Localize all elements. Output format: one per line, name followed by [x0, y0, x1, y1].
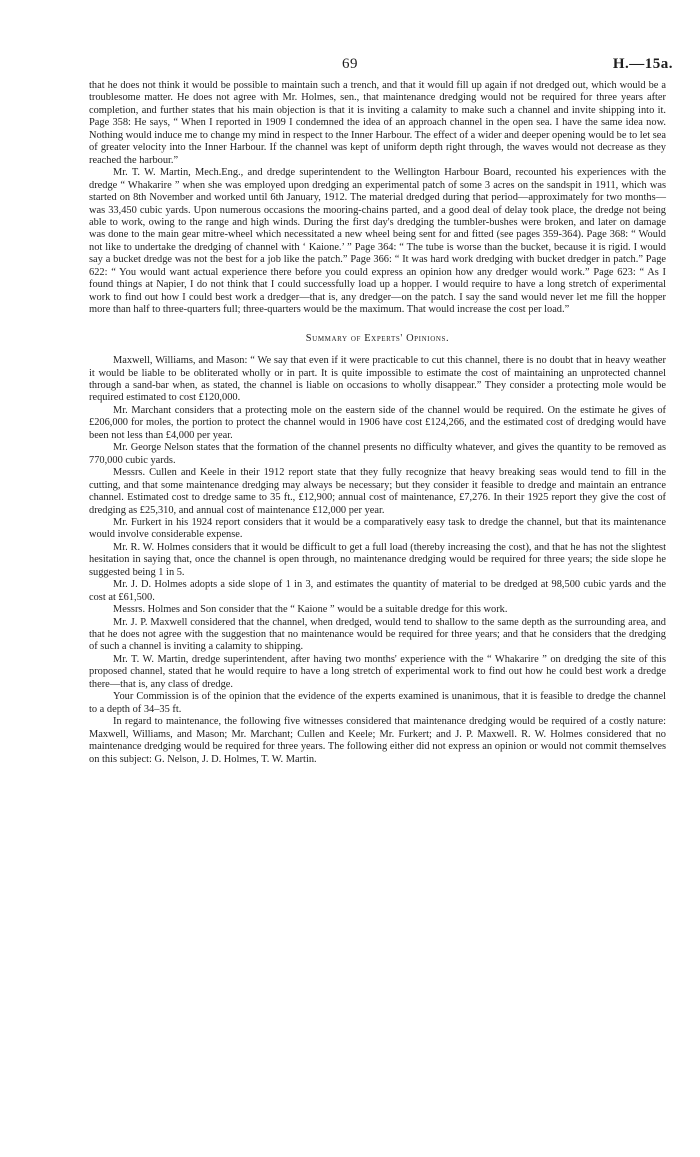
- paragraph: Mr. R. W. Holmes considers that it would be difficult to get a full load (thereby increasing the cost), and that he has not the slightest hesitation in saying that, once the channel is open through, no maintenance dredging would be required for three years; the side slope he suggested being 1 in 5.: [89, 541, 666, 578]
- paragraph: that he does not think it would be possible to maintain such a trench, and that it would fill up again if not dredged out, which would be a troublesome matter. He does not agree with Mr. Holmes, sen., that maintenance dredging would not be required for three years after completion, and further states that his main objection is that it is inviting a calamity to make such a channel and invite shipping into it. Page 358: He says, “ When I reported in 1909 I condemned the idea of an approach channel in the open sea. I have the same idea now. Nothing would induce me to change my mind in respect to the Inner Harbour. The effect of a wider and deeper opening would be to let sea of greater velocity into the Inner Harbour. If the channel was kept of uniform depth right through, the waves would not decrease as they reached the harbour.”: [89, 80, 666, 166]
- page-number: 69: [342, 56, 358, 72]
- body-text: [89, 80, 666, 766]
- document-reference-code: H.—15a.: [612, 56, 673, 72]
- paragraph: Mr. J. D. Holmes adopts a side slope of 1 in 3, and estimates the quantity of material to be dredged at 98,500 cubic yards and the cost at £61,500.: [89, 579, 666, 603]
- paragraph: Mr. Marchant considers that a protecting mole on the eastern side of the channel would be required. On the estimate he gives of £206,000 for moles, the portion to protect the channel would in 1906 have cost £124,266, and the estimated cost of dredging would have been not less than £4,000 per year.: [89, 404, 666, 441]
- paragraph: Mr. J. P. Maxwell considered that the channel, when dredged, would tend to shallow to the same depth as the surrounding area, and that he does not agree with the suggestion that no maintenance would be required for three years; and that he considers that the dredging of such a channel is inviting a calamity to shipping.: [89, 616, 666, 653]
- paragraph: Your Commission is of the opinion that the evidence of the experts examined is unanimous, that it is feasible to dredge the channel to a depth of 34–35 ft.: [89, 691, 666, 715]
- paragraph: In regard to maintenance, the following five witnesses considered that maintenance dredging would be required of a costly nature: Maxwell, Williams, and Mason; Mr. Marchant; Cullen and Keele; Mr. Furkert; and J. P. Maxwell. R. W. Holmes considered that no maintenance dredging would be required for three years. The following either did not express an opinion or would not commit themselves on this subject: G. Nelson, J. D. Holmes, T. W. Martin.: [89, 716, 666, 765]
- paragraph: Mr. T. W. Martin, Mech.Eng., and dredge superintendent to the Wellington Harbour Board, recounted his experiences with the dredge “ Whakarire ” when she was employed upon dredging an experimental patch of some 3 acres on the sandspit in 1911, which was started on 8th November and worked until 6th January, 1912. The material dredged during that period—approximately for two months—was 33,450 cubic yards. Upon numerous occasions the mooring-chains parted, and a good deal of delay took place, the dredge not being able to work, owing to the range and high winds. During the first day's dredging the tumbler-bushes were broken, and later on damage was done to the main gear mitre-wheel which necessitated a new wheel being sent for and fitted (see pages 359-364). Page 368: “ Would not like to undertake the dredging of channel with ‘ Kaione.’ ” Page 364: “ The tube is worse than the bucket, because it is rigid. I would say a bucket dredge was not the best for a job like the patch.” Page 366: “ It was hard work dredging with bucket dredger in patch.” Page 622: “ You would want actual experience there before you could express an opinion how any dredger would work.” Page 623: “ As I found things at Napier, I do not think that I could successfully load up a hopper. I would require to have a long stretch of experimental work to find out how I could best work a dredger—that is, any dredger—on the patch. I say the sand would never let me fill the hopper more than half to three-quarters full; three-quarters would be the maximum. That would increase the cost per load.”: [89, 167, 666, 316]
- paragraph: Mr. T. W. Martin, dredge superintendent, after having two months' experience with the “ Whakarire ” on dredging the site of this proposed channel, stated that he would require to have a long stretch of experimental work to find out how he could best work a dredge there—that is, any class of dredge.: [89, 653, 666, 690]
- paragraph: Maxwell, Williams, and Mason: “ We say that even if it were practicable to cut this channel, there is no doubt that in heavy weather it would be liable to be obliterated wholly or in part. It is quite impossible to estimate the cost of maintaining an unprotected channel through a sand-bar when, as stated, the channel is liable on occasions to wholly disappear.” They consider a protecting mole would be required estimated to cost £120,000.: [89, 355, 666, 404]
- paragraph: Messrs. Cullen and Keele in their 1912 report state that they fully recognize that heavy breaking seas would tend to fill in the cutting, and that some maintenance dredging may always be necessary; but they consider it feasible to dredge and maintain an entrance channel. Estimated cost to dredge same to 35 ft., £12,900; annual cost of maintenance, £7,276. In their 1925 report they give the cost of dredging as £25,310, and annual cost of maintenance £12,000 per year.: [89, 467, 666, 516]
- paragraph: Mr. Furkert in his 1924 report considers that it would be a comparatively easy task to dredge the channel, but that its maintenance would involve considerable expense.: [89, 516, 666, 541]
- section-heading: Summary of Experts' Opinions.: [305, 332, 450, 344]
- paragraph: Mr. George Nelson states that the formation of the channel presents no difficulty whatever, and gives the quantity to be removed as 770,000 cubic yards.: [89, 442, 666, 466]
- paragraph: Messrs. Holmes and Son consider that the “ Kaione ” would be a suitable dredge for this work.: [113, 604, 508, 616]
